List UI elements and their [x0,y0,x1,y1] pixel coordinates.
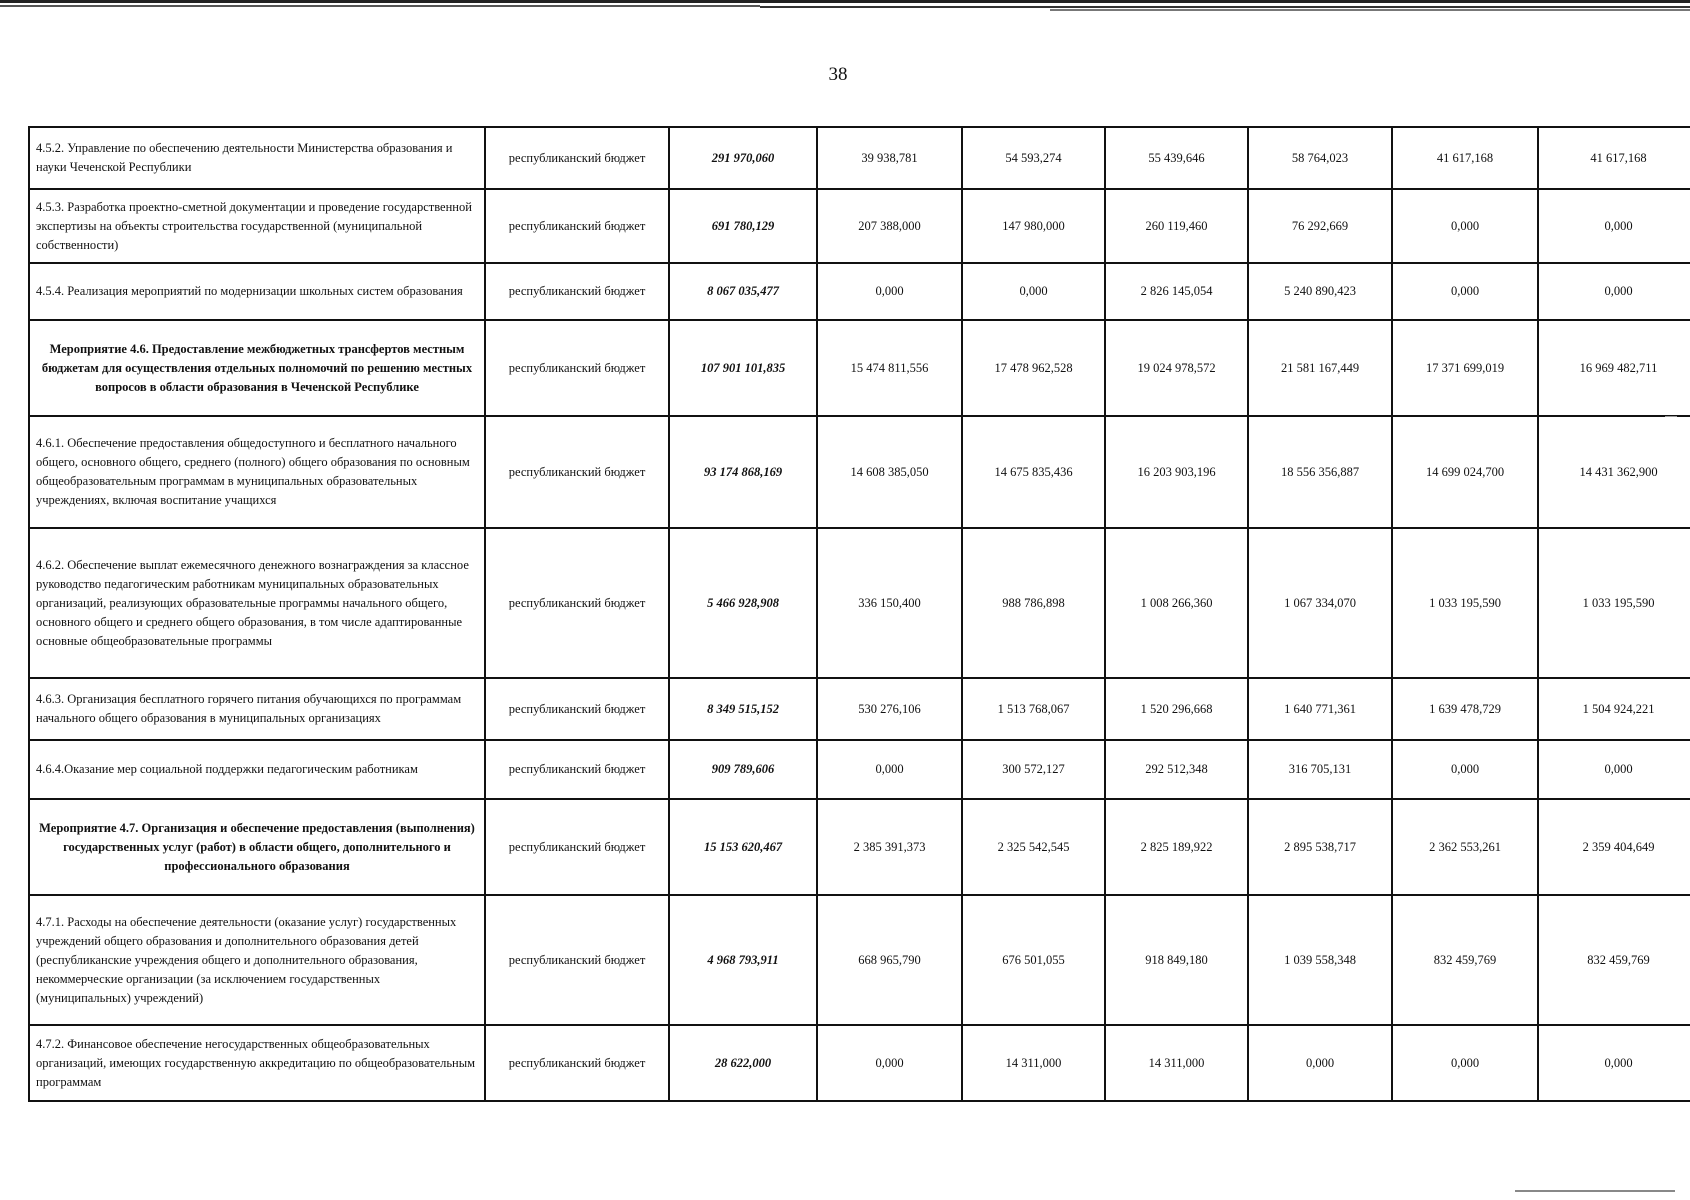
year-value-cell: 1 504 924,221 [1538,678,1690,740]
row-name-cell: 4.5.4. Реализация мероприятий по модернизации школьных систем образования [29,263,485,320]
funding-source-cell: республиканский бюджет [485,127,669,189]
year-value-cell: 832 459,769 [1392,895,1538,1025]
funding-source-cell: республиканский бюджет [485,263,669,320]
table-row [29,127,1690,189]
year-value-cell: 0,000 [817,1025,962,1101]
year-value-cell: 14 608 385,050 [817,416,962,528]
table-row [29,189,1690,263]
year-value-cell: 0,000 [1538,1025,1690,1101]
budget-table [28,126,1690,1102]
year-value-cell: 0,000 [1538,189,1690,263]
total-cell: 909 789,606 [669,740,817,799]
table-row [29,320,1690,416]
year-value-cell: 988 786,898 [962,528,1105,678]
year-value-cell: 676 501,055 [962,895,1105,1025]
year-value-cell: 1 067 334,070 [1248,528,1392,678]
year-value-cell: 0,000 [1392,189,1538,263]
year-value-cell: 1 039 558,348 [1248,895,1392,1025]
year-value-cell: 16 203 903,196 [1105,416,1248,528]
total-cell: 4 968 793,911 [669,895,817,1025]
funding-source-cell: республиканский бюджет [485,740,669,799]
row-name-cell: 4.5.3. Разработка проектно-сметной документации и проведение государственной экспертизы на объекты строительства государственной (муниципальной собственности) [29,189,485,263]
year-value-cell: 918 849,180 [1105,895,1248,1025]
year-value-cell: 0,000 [1538,740,1690,799]
table-row [29,740,1690,799]
year-value-cell: 14 311,000 [1105,1025,1248,1101]
total-cell: 691 780,129 [669,189,817,263]
year-value-cell: 1 033 195,590 [1538,528,1690,678]
year-value-cell: 54 593,274 [962,127,1105,189]
year-value-cell: 668 965,790 [817,895,962,1025]
year-value-cell: 0,000 [1248,1025,1392,1101]
total-cell: 8 067 035,477 [669,263,817,320]
year-value-cell: 207 388,000 [817,189,962,263]
year-value-cell: 14 675 835,436 [962,416,1105,528]
funding-source-cell: республиканский бюджет [485,1025,669,1101]
year-value-cell: 76 292,669 [1248,189,1392,263]
total-cell: 291 970,060 [669,127,817,189]
year-value-cell: 2 362 553,261 [1392,799,1538,895]
year-value-cell: 14 699 024,700 [1392,416,1538,528]
year-value-cell: 0,000 [962,263,1105,320]
year-value-cell: 0,000 [817,263,962,320]
year-value-cell: 16 969 482,711 [1538,320,1690,416]
year-value-cell: 5 240 890,423 [1248,263,1392,320]
year-value-cell: 41 617,168 [1392,127,1538,189]
total-cell: 8 349 515,152 [669,678,817,740]
year-value-cell: 14 431 362,900 [1538,416,1690,528]
scan-top-edge [0,0,1690,14]
year-value-cell: 1 640 771,361 [1248,678,1392,740]
table-row [29,263,1690,320]
table-row [29,678,1690,740]
table-row [29,528,1690,678]
year-value-cell: 2 826 145,054 [1105,263,1248,320]
row-name-cell: 4.6.2. Обеспечение выплат ежемесячного денежного вознаграждения за классное руководство педагогическим работникам муниципальных образовательных организаций, реализующих образовательные программы начального общего, основного общего и среднего общего образования, в том числе адаптированные основные общеобразовательные программы [29,528,485,678]
total-cell: 93 174 868,169 [669,416,817,528]
budget-table-body [29,127,1690,1101]
year-value-cell: 0,000 [817,740,962,799]
year-value-cell: 2 825 189,922 [1105,799,1248,895]
year-value-cell: 2 325 542,545 [962,799,1105,895]
year-value-cell: 58 764,023 [1248,127,1392,189]
year-value-cell: 21 581 167,449 [1248,320,1392,416]
year-value-cell: 1 033 195,590 [1392,528,1538,678]
table-row [29,895,1690,1025]
year-value-cell: 17 478 962,528 [962,320,1105,416]
year-value-cell: 39 938,781 [817,127,962,189]
year-value-cell: 530 276,106 [817,678,962,740]
total-cell: 107 901 101,835 [669,320,817,416]
year-value-cell: 260 119,460 [1105,189,1248,263]
year-value-cell: 2 385 391,373 [817,799,962,895]
funding-source-cell: республиканский бюджет [485,189,669,263]
row-name-cell: 4.6.4.Оказание мер социальной поддержки педагогическим работникам [29,740,485,799]
year-value-cell: 2 895 538,717 [1248,799,1392,895]
year-value-cell: 0,000 [1392,740,1538,799]
funding-source-cell: республиканский бюджет [485,799,669,895]
year-value-cell: 0,000 [1538,263,1690,320]
year-value-cell: 316 705,131 [1248,740,1392,799]
row-name-cell: 4.5.2. Управление по обеспечению деятельности Министерства образования и науки Чеченской Республики [29,127,485,189]
funding-source-cell: республиканский бюджет [485,416,669,528]
year-value-cell: 1 008 266,360 [1105,528,1248,678]
scan-mark [1665,416,1677,417]
table-row [29,799,1690,895]
row-name-cell: 4.7.1. Расходы на обеспечение деятельности (оказание услуг) государственных учреждений общего образования и дополнительного образования детей (республиканские учреждения общего и дополнительного образования, некоммерческие организации (за исключением государственных (муниципальных) учреждений) [29,895,485,1025]
year-value-cell: 17 371 699,019 [1392,320,1538,416]
year-value-cell: 336 150,400 [817,528,962,678]
total-cell: 15 153 620,467 [669,799,817,895]
year-value-cell: 1 639 478,729 [1392,678,1538,740]
year-value-cell: 832 459,769 [1538,895,1690,1025]
funding-source-cell: республиканский бюджет [485,320,669,416]
year-value-cell: 14 311,000 [962,1025,1105,1101]
table-row [29,1025,1690,1101]
year-value-cell: 0,000 [1392,1025,1538,1101]
year-value-cell: 0,000 [1392,263,1538,320]
year-value-cell: 15 474 811,556 [817,320,962,416]
year-value-cell: 300 572,127 [962,740,1105,799]
year-value-cell: 147 980,000 [962,189,1105,263]
table-row [29,416,1690,528]
funding-source-cell: республиканский бюджет [485,895,669,1025]
year-value-cell: 41 617,168 [1538,127,1690,189]
row-name-cell: 4.6.3. Организация бесплатного горячего питания обучающихся по программам начального общего образования в муниципальных организациях [29,678,485,740]
row-name-cell: Мероприятие 4.7. Организация и обеспечение предоставления (выполнения) государственных услуг (работ) в области общего, дополнительного и профессионального образования [29,799,485,895]
year-value-cell: 292 512,348 [1105,740,1248,799]
row-name-cell: 4.7.2. Финансовое обеспечение негосударственных общеобразовательных организаций, имеющих государственную аккредитацию по общеобразовательным программам [29,1025,485,1101]
funding-source-cell: республиканский бюджет [485,528,669,678]
year-value-cell: 18 556 356,887 [1248,416,1392,528]
year-value-cell: 1 520 296,668 [1105,678,1248,740]
year-value-cell: 19 024 978,572 [1105,320,1248,416]
funding-source-cell: республиканский бюджет [485,678,669,740]
total-cell: 5 466 928,908 [669,528,817,678]
year-value-cell: 1 513 768,067 [962,678,1105,740]
page-number: 38 [828,64,848,85]
scan-bottom-edge [1515,1190,1675,1192]
row-name-cell: 4.6.1. Обеспечение предоставления общедоступного и бесплатного начального общего, основного общего, среднего (полного) общего образования по основным общеобразовательным программам в муниципальных образовательных учреждениях, включая воспитание учащихся [29,416,485,528]
total-cell: 28 622,000 [669,1025,817,1101]
year-value-cell: 55 439,646 [1105,127,1248,189]
row-name-cell: Мероприятие 4.6. Предоставление межбюджетных трансфертов местным бюджетам для осуществления отдельных полномочий по решению местных вопросов в области образования в Чеченской Республике [29,320,485,416]
year-value-cell: 2 359 404,649 [1538,799,1690,895]
